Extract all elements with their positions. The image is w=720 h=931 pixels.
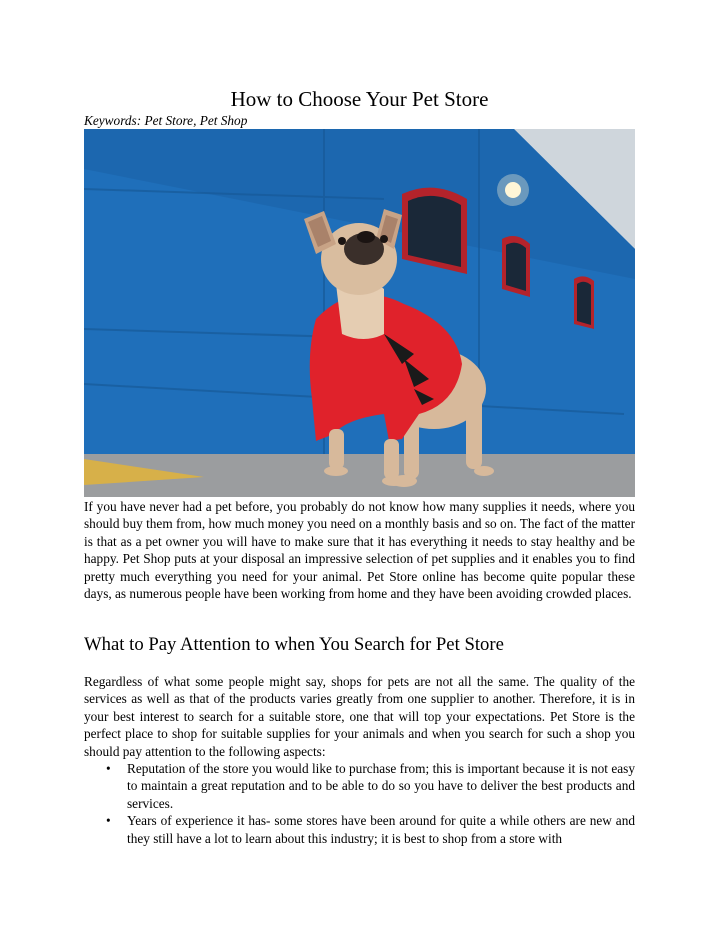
- list-item: [84, 812, 635, 847]
- keywords-line: Keywords: Pet Store, Pet Shop: [84, 113, 248, 128]
- document-title: How to Choose Your Pet Store: [230, 87, 489, 111]
- section-heading: What to Pay Attention to when You Search for Pet Store: [84, 634, 504, 655]
- aspects-list: [84, 760, 635, 847]
- bullet-icon: •: [106, 761, 111, 776]
- french-bulldog-photo: [84, 129, 635, 497]
- section-paragraph: Regardless of what some people might say, shops for pets are not all the same. The quality of the services as well as that of the products varies greatly from one supplier to another. Therefore, it is in your best interest to search for a suitable store, one that will top your expectations. Pet Store is the perfect place to shop for suitable supplies for your animals and when you search for such a shop you should pay attention to the following aspects:: [84, 674, 635, 759]
- list-item-text: Reputation of the store you would like to purchase from; this is important because it is not easy to maintain a great reputation and to be able to do so you have to deliver the best products and services.: [127, 761, 635, 811]
- bullet-icon: •: [106, 813, 111, 829]
- list-item-text: Years of experience it has- some stores have been around for quite a while others are new and they still have a lot to learn about this industry; it is best to shop from a store with: [127, 813, 635, 846]
- intro-paragraph: If you have never had a pet before, you probably do not know how many supplies it needs, where you should buy them from, how much money you need on a monthly basis and so on. The fact of the matter is that as a pet owner you will have to make sure that it has everything it needs to stay healthy and be happy. Pet Shop puts at your disposal an impressive selection of pet supplies and it enables you to find pretty much everything you need for your animal. Pet Store online has become quite popular these days, as numerous people have been working from home and they have been avoiding crowded places.: [84, 499, 635, 602]
- list-item: [84, 760, 635, 812]
